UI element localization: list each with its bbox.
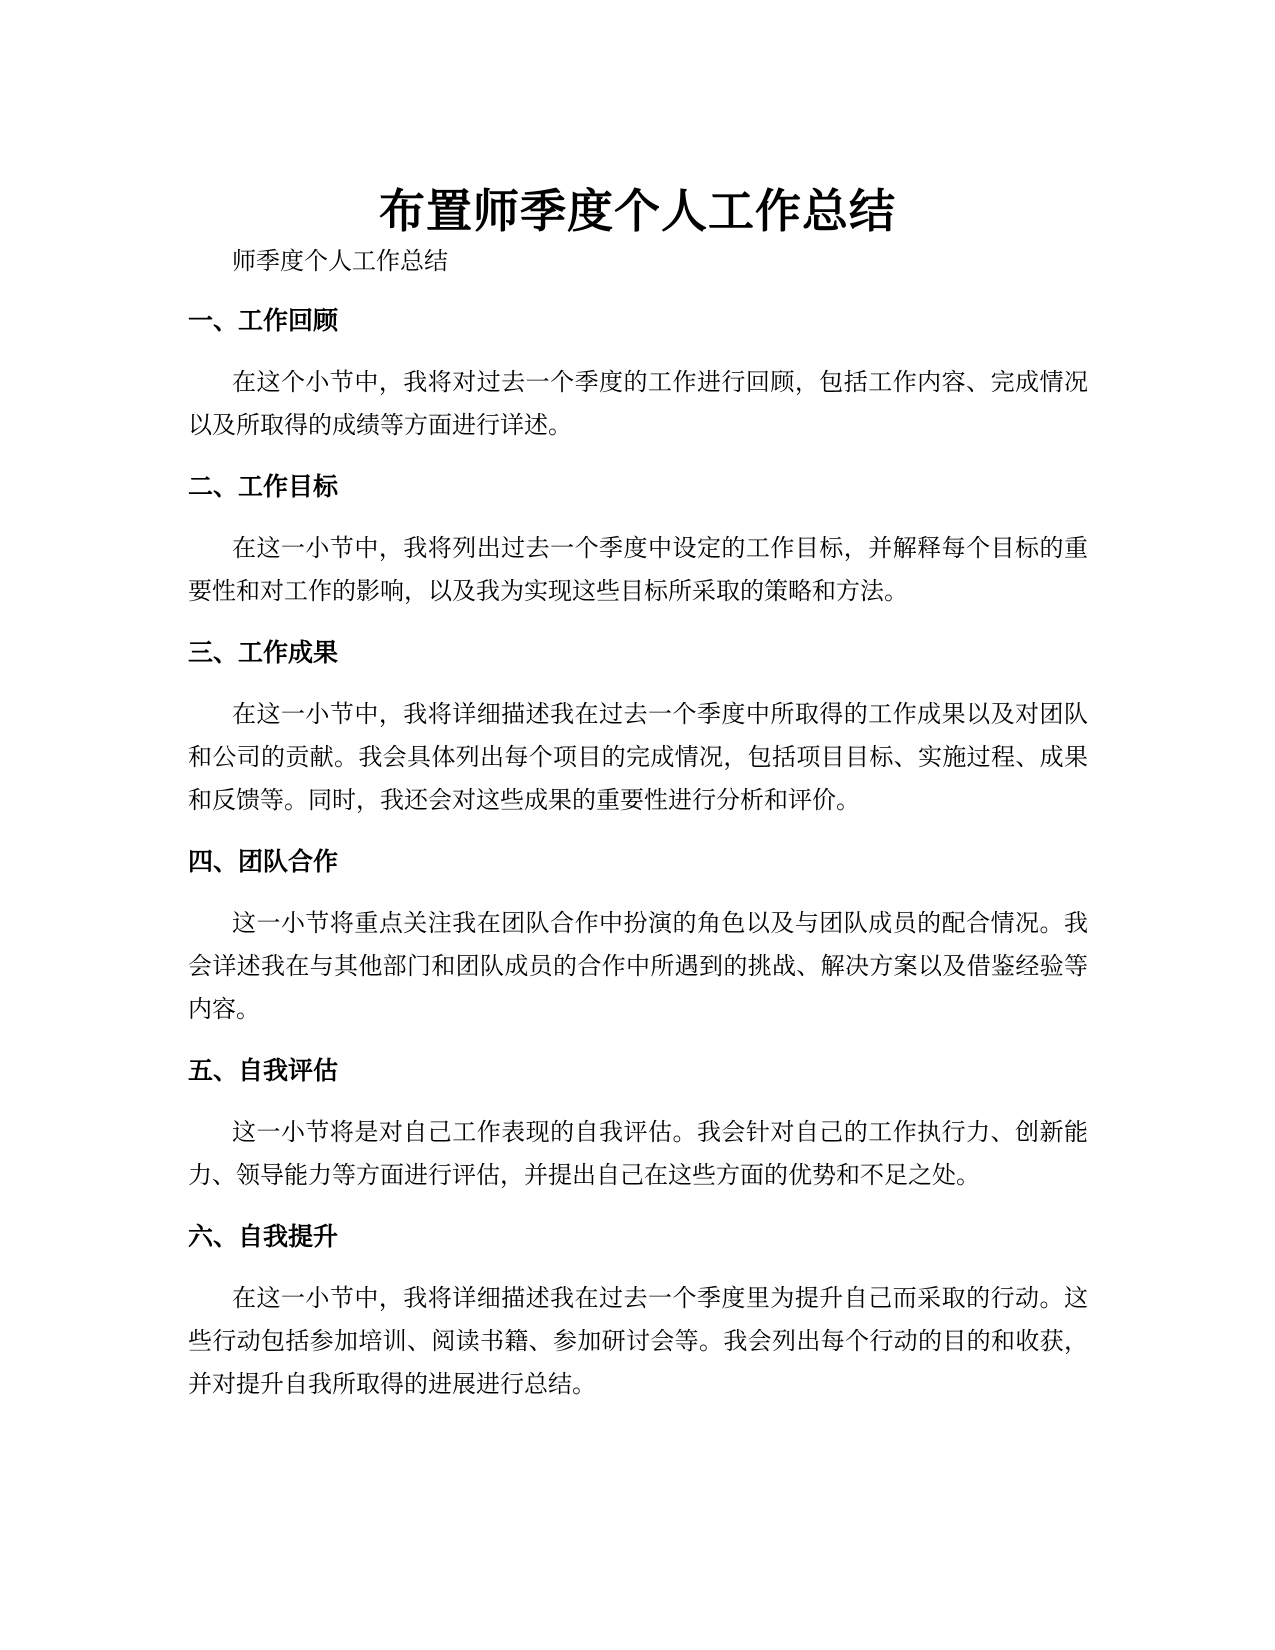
section-work-goals [188,467,1088,613]
section-self-improvement [188,1217,1088,1406]
section-work-review [188,301,1088,447]
document-subtitle: 师季度个人工作总结 [232,247,448,275]
section-body: 在这个小节中，我将对过去一个季度的工作进行回顾，包括工作内容、完成情况以及所取得的成绩等方面进行详述。 [188,368,1088,439]
section-work-results [188,633,1088,822]
section-body: 这一小节将重点关注我在团队合作中扮演的角色以及与团队成员的配合情况。我会详述我在与其他部门和团队成员的合作中所遇到的挑战、解决方案以及借鉴经验等内容。 [188,909,1088,1023]
section-self-assessment [188,1051,1088,1197]
document-content [188,240,1088,1426]
page-title: 布置师季度个人工作总结 [379,183,896,238]
section-body: 在这一小节中，我将详细描述我在过去一个季度中所取得的工作成果以及对团队和公司的贡献。我会具体列出每个项目的完成情况，包括项目目标、实施过程、成果和反馈等。同时，我还会对这些成果的重要性进行分析和评价。 [188,700,1088,814]
section-heading: 四、团队合作 [188,847,339,876]
section-teamwork [188,842,1088,1031]
section-heading: 二、工作目标 [188,472,339,501]
section-heading: 一、工作回顾 [188,306,339,335]
section-body: 在这一小节中，我将详细描述我在过去一个季度里为提升自己而采取的行动。这些行动包括参加培训、阅读书籍、参加研讨会等。我会列出每个行动的目的和收获，并对提升自我所取得的进展进行总结。 [188,1284,1088,1398]
section-heading: 六、自我提升 [188,1222,339,1251]
section-body: 在这一小节中，我将列出过去一个季度中设定的工作目标，并解释每个目标的重要性和对工作的影响，以及我为实现这些目标所采取的策略和方法。 [188,534,1088,605]
section-body: 这一小节将是对自己工作表现的自我评估。我会针对自己的工作执行力、创新能力、领导能力等方面进行评估，并提出自己在这些方面的优势和不足之处。 [188,1118,1088,1189]
section-heading: 五、自我评估 [188,1056,339,1085]
section-heading: 三、工作成果 [188,638,339,667]
